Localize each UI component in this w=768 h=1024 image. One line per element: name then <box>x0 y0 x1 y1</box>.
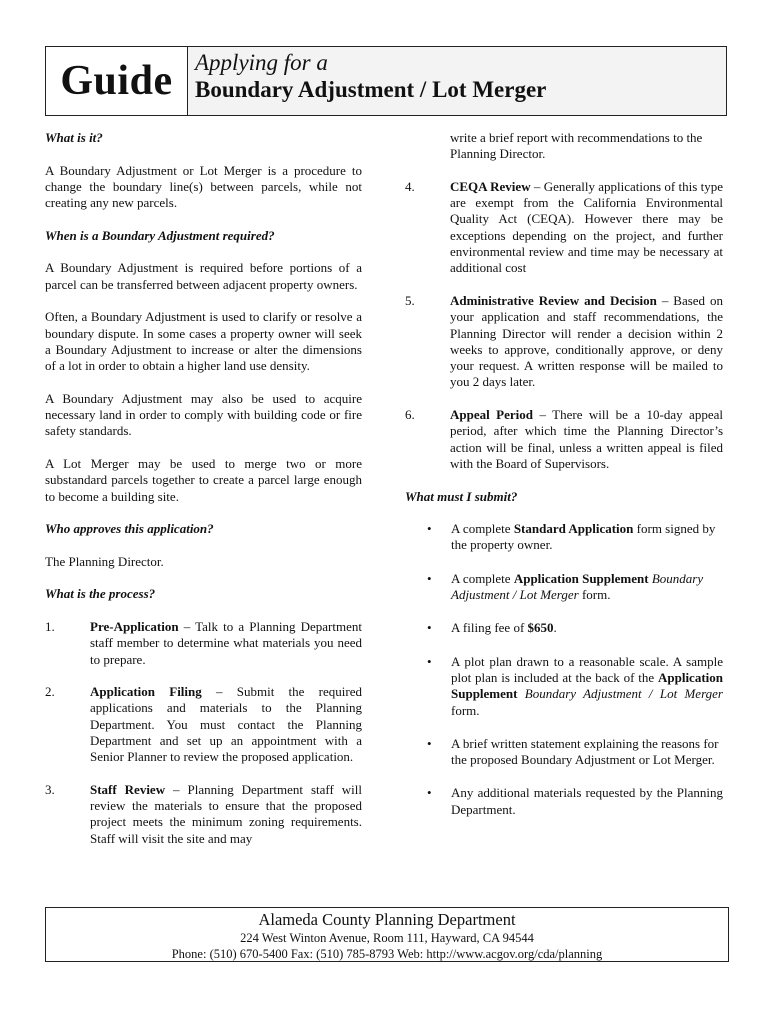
footer-contact: Phone: (510) 670-5400 Fax: (510) 785-8793 Web: http://www.acgov.org/cda/planning <box>171 947 603 961</box>
bullet-icon: • <box>427 570 432 586</box>
paragraph: A Boundary Adjustment is required before portions of a parcel can be transferred between adjacent property owners. <box>45 260 362 292</box>
step-title: Application Filing <box>90 684 202 700</box>
list-item <box>405 785 723 818</box>
process-step <box>405 179 723 277</box>
title-box <box>188 47 726 115</box>
paragraph: A Boundary Adjustment may also be used to acquire necessary land in order to comply with building code or fire safety standards. <box>45 390 362 439</box>
list-item-text: A complete Application Supplement Boundary Adjustment / Lot Merger form. <box>451 570 704 603</box>
step-body <box>90 782 362 847</box>
paragraph: A Boundary Adjustment or Lot Merger is a procedure to change the boundary line(s) between parcels, while not creating any new parcels. <box>45 162 362 211</box>
step-body <box>90 684 362 765</box>
step-text: – Submit the required applications and materials to the Planning Department. You must contact the Planning Department and set up an appointment with a Senior Planner to review the proposed application. <box>90 684 362 765</box>
list-item-text: Any additional materials requested by the Planning Department. <box>451 785 723 817</box>
footer-org: Alameda County Planning Department <box>258 910 516 929</box>
step-text: – There will be a 10-day appeal period, after which time the Planning Director’s action will be final, unless a written appeal is filed with the Board of Supervisors. <box>450 407 723 471</box>
question-what-submit: What must I submit? <box>405 488 518 504</box>
list-item-text: A brief written statement explaining the reasons for the proposed Boundary Adjustment or Lot Merger. <box>451 735 719 768</box>
footer-address: 224 West Winton Avenue, Room 111, Hayward, CA 94544 <box>240 931 534 945</box>
step-body <box>90 619 362 668</box>
step-body <box>450 407 723 472</box>
step-number: 3. <box>45 781 55 797</box>
process-step <box>45 619 362 668</box>
step-text: – Based on your application and staff recommendations, the Planning Director will render a decision within 2 weeks to approve, conditionally approve, or deny your request. A written response will be mailed to you 2 days later. <box>450 292 723 390</box>
process-step <box>45 684 362 765</box>
bullet-icon: • <box>427 521 432 537</box>
step-number: 4. <box>405 178 415 194</box>
step-title: Appeal Period <box>450 407 533 423</box>
step-text: – Generally applications of this type are exempt from the California Environmental Quality Act (CEQA). However there may be exceptions depending on the project, and further environmental review and time may be necessary at additional cost <box>450 178 723 276</box>
question-what-is-it: What is it? <box>45 130 103 145</box>
bullet-icon: • <box>427 653 432 669</box>
list-item <box>405 736 723 769</box>
step-number: 1. <box>45 618 55 634</box>
step-number: 6. <box>405 407 415 423</box>
list-item <box>405 620 723 636</box>
process-step <box>405 407 723 472</box>
step-title: Administrative Review and Decision <box>450 292 657 308</box>
list-item <box>405 654 723 719</box>
list-item-text: A plot plan drawn to a reasonable scale. A sample plot plan is included at the back of the Application Supplement Boundary Adjustment / Lot Merger form. <box>451 653 723 718</box>
page-header <box>45 46 727 116</box>
list-item-text: A complete Standard Application form signed by the property owner. <box>451 521 716 553</box>
step-number: 5. <box>405 292 415 308</box>
paragraph: A Lot Merger may be used to merge two or more substandard parcels together to create a parcel large enough to become a building site. <box>45 455 362 504</box>
right-column <box>405 130 723 835</box>
bullet-icon: • <box>427 735 432 751</box>
paragraph: The Planning Director. <box>45 553 164 569</box>
list-item <box>405 571 723 604</box>
step-title: CEQA Review <box>450 178 531 194</box>
guide-label: Guide <box>46 47 188 115</box>
bullet-icon: • <box>427 785 432 801</box>
page-title: Boundary Adjustment / Lot Merger <box>195 77 547 102</box>
question-process: What is the process? <box>45 586 156 602</box>
step-number: 2. <box>45 684 55 700</box>
process-step <box>405 293 723 391</box>
left-column <box>45 130 362 863</box>
step-text: – Talk to a Planning Department staff member to determine what materials you need to prepare. <box>90 618 362 667</box>
page-footer <box>45 907 729 962</box>
step-body <box>450 179 723 277</box>
step-continuation: write a brief report with recommendations to the Planning Director. <box>450 130 703 162</box>
step-body <box>450 293 723 391</box>
paragraph: Often, a Boundary Adjustment is used to clarify or resolve a boundary dispute. In some cases a property owner will seek a Boundary Adjustment to increase or alter the dimensions of a lot in order to obtain a higher land use density. <box>45 309 362 374</box>
question-when-required: When is a Boundary Adjustment required? <box>45 227 275 243</box>
step-text: – Planning Department staff will review the materials to ensure that the proposed project meets the minimum zoning requirements. Staff will visit the site and may <box>90 781 362 846</box>
list-item <box>405 521 723 554</box>
bullet-icon: • <box>427 620 432 636</box>
list-item-text: A filing fee of $650. <box>451 620 557 636</box>
question-who-approves: Who approves this application? <box>45 521 214 537</box>
process-step <box>45 782 362 847</box>
submission-list <box>405 521 723 818</box>
title-subtitle: Applying for a <box>195 50 328 75</box>
step-title: Pre-Application <box>90 618 179 634</box>
step-title: Staff Review <box>90 781 166 797</box>
